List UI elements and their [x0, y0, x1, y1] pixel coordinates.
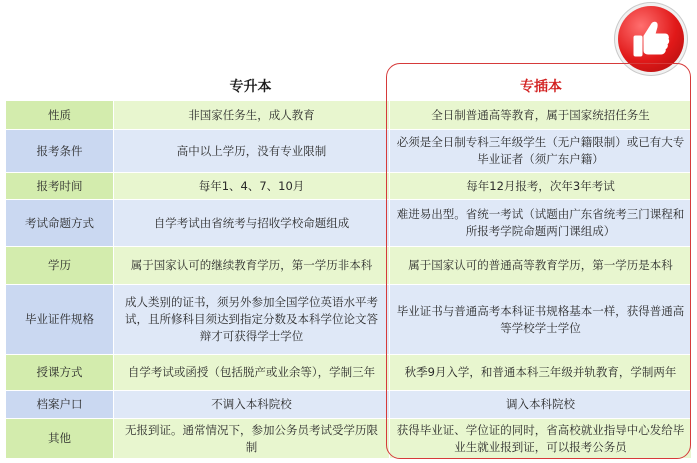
table-row	[6, 391, 692, 419]
row-label: 学历	[6, 247, 114, 285]
table-row	[6, 130, 692, 173]
thumbs-up-badge	[618, 6, 684, 72]
table-row	[6, 247, 692, 285]
cell-zhuanshengben: 属于国家认可的继续教育学历，第一学历非本科	[114, 247, 390, 285]
row-label: 报考时间	[6, 173, 114, 200]
comparison-table	[5, 100, 692, 459]
column-header-zhuanshengben: 专升本	[229, 79, 272, 95]
thumbs-up-icon	[618, 6, 684, 72]
row-label: 毕业证件规格	[6, 285, 114, 355]
cell-zhuanshengben: 成人类别的证书，须另外参加全国学位英语水平考试，且所修科目须达到指定分数及本科学位论文答辩才可获得学士学位	[114, 285, 390, 355]
cell-zhuanchaben: 难进易出型。省统一考试（试题由广东省统考三门课程和所报考学院命题两门课组成）	[390, 200, 692, 247]
row-label: 其他	[6, 419, 114, 459]
column-header-zhuanchaben: 专插本	[520, 79, 562, 95]
cell-zhuanshengben: 高中以上学历，没有专业限制	[114, 130, 390, 173]
cell-zhuanshengben: 每年1、4、7、10月	[114, 173, 390, 200]
cell-zhuanchaben: 调入本科院校	[390, 391, 692, 419]
table-row	[6, 285, 692, 355]
cell-zhuanchaben: 每年12月报考，次年3年考试	[390, 173, 692, 200]
cell-zhuanshengben: 非国家任务生，成人教育	[114, 101, 390, 130]
cell-zhuanchaben: 属于国家认可的普通高等教育学历，第一学历是本科	[390, 247, 692, 285]
table-row	[6, 200, 692, 247]
table-row	[6, 419, 692, 459]
table-row	[6, 355, 692, 391]
cell-zhuanchaben: 全日制普通高等教育，属于国家统招任务生	[390, 101, 692, 130]
row-label: 档案户口	[6, 391, 114, 419]
cell-zhuanchaben: 毕业证书与普通高考本科证书规格基本一样，获得普通高等学校学士学位	[390, 285, 692, 355]
cell-zhuanshengben: 无报到证。通常情况下，参加公务员考试受学历限制	[114, 419, 390, 459]
cell-zhuanchaben: 秋季9月入学，和普通本科三年级并轨教育，学制两年	[390, 355, 692, 391]
cell-zhuanshengben: 自学考试或函授（包括脱产或业余等），学制三年	[114, 355, 390, 391]
cell-zhuanchaben: 必须是全日制专科三年级学生（无户籍限制）或已有大专毕业证者（须广东户籍）	[390, 130, 692, 173]
row-label: 考试命题方式	[6, 200, 114, 247]
table-row	[6, 173, 692, 200]
row-label: 性质	[6, 101, 114, 130]
cell-zhuanshengben: 自学考试由省统考与招收学校命题组成	[114, 200, 390, 247]
cell-zhuanchaben: 获得毕业证、学位证的同时，省高校就业指导中心发给毕业生就业报到证，可以报考公务员	[390, 419, 692, 459]
cell-zhuanshengben: 不调入本科院校	[114, 391, 390, 419]
row-label: 授课方式	[6, 355, 114, 391]
table-row	[6, 101, 692, 130]
row-label: 报考条件	[6, 130, 114, 173]
